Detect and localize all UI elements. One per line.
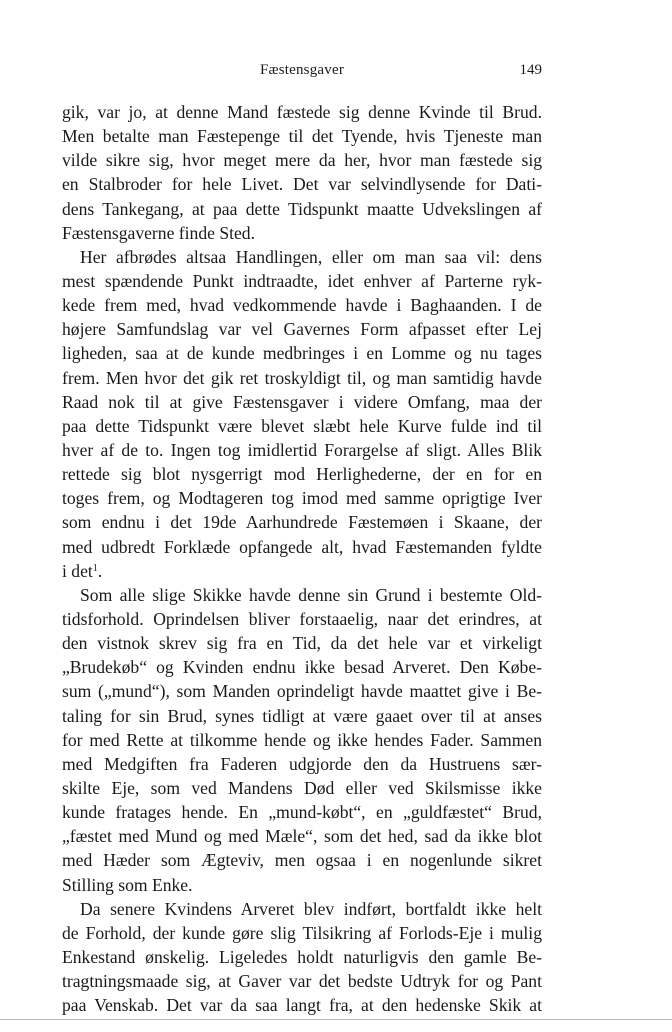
text-line: [62, 921, 542, 945]
text-line-content: Raad nok til at give Fæstensgaver i videre Omfang, maa der: [62, 391, 542, 412]
text-line-content: tragtningsmaade sig, at Gaver var det bedste Udtryk for og Pant: [62, 971, 542, 992]
text-line: [62, 341, 542, 365]
text-line-content: paa Venskab. Det var da saa langt fra, at den hedenske Skik at: [62, 995, 542, 1016]
body-text: [62, 100, 542, 1017]
text-line-content: Da senere Kvindens Arveret blev indført, bortfaldt ikke helt: [80, 898, 542, 919]
text-line-content: Stilling som Enke.: [62, 874, 193, 895]
text-line: [62, 414, 542, 438]
text-line: [62, 438, 542, 462]
text-line: [62, 559, 542, 583]
bottom-rule: [0, 1019, 672, 1020]
text-line-content: skilte Eje, som ved Mandens Død eller ved Skilsmisse ikke: [62, 777, 542, 798]
running-title: Fæstensgaver: [259, 62, 345, 78]
text-line-content: med Medgiften fra Faderen udgjorde den da Hustruens sær-: [62, 753, 542, 774]
text-line: [62, 679, 542, 703]
text-line-content: vilde sikre sig, hvor meget mere da her, hvor man fæstede sig: [62, 150, 542, 171]
text-line: [62, 704, 542, 728]
text-line: [62, 510, 542, 534]
text-line-content: „Brudekøb“ og Kvinden endnu ikke besad Arveret. Den Købe-: [62, 657, 542, 678]
text-line: [62, 945, 542, 969]
text-line: [62, 221, 542, 245]
text-line-content: dens Tankegang, at paa dette Tidspunkt maatte Udvekslingen af: [62, 198, 542, 219]
text-line: [62, 897, 542, 921]
text-line: [62, 197, 542, 221]
text-line-content: for med Rette at tilkomme hende og ikke hendes Fader. Sammen: [62, 729, 542, 750]
text-line-content: den vistnok skrev sig fra en Tid, da det hele var et virkeligt: [62, 633, 542, 654]
text-line: [62, 969, 542, 993]
text-line-content: Som alle slige Skikke havde denne sin Grund i bestemte Old-: [80, 584, 542, 605]
text-line: [62, 269, 542, 293]
text-line: [62, 776, 542, 800]
text-line-content: toges frem, og Modtageren tog imod med samme oprigtige Iver: [62, 488, 542, 509]
text-line: [62, 293, 542, 317]
text-line: [62, 655, 542, 679]
text-line-content: de Forhold, der kunde gøre slig Tilsikring af Forlods-Eje i mulig: [62, 922, 542, 943]
footnote-marker: 1: [92, 562, 98, 574]
text-line-content: hver af de to. Ingen tog imidlertid Forargelse af sligt. Alles Blik: [62, 439, 542, 460]
text-line-content: som endnu i det 19de Aarhundrede Fæstemøen i Skaane, der: [62, 512, 542, 533]
text-line: [62, 124, 542, 148]
text-line: [62, 100, 542, 124]
text-line-content: kunde fratages hende. En „mund-købt“, en „guldfæstet“ Brud,: [62, 802, 542, 823]
text-line-content: „fæstet med Mund og med Mæle“, som det hed, sad da ikke blot: [62, 826, 542, 847]
text-line-content: gik, var jo, at denne Mand fæstede sig denne Kvinde til Brud.: [62, 102, 542, 122]
text-line: [62, 607, 542, 631]
text-line: [62, 873, 542, 897]
text-line-content: rettede sig blot nysgerrigt mod Herlighederne, der en for en: [62, 464, 542, 485]
text-line-content: Fæstensgaverne finde Sted.: [62, 222, 256, 243]
text-line-content: mest spændende Punkt indtraadte, idet enhver af Parterne ryk-: [62, 270, 542, 291]
text-line: [62, 148, 542, 172]
text-line-content: ligheden, saa at de kunde medbringes i en Lomme og nu tages: [62, 343, 542, 364]
text-line-punctuation: .: [97, 560, 103, 581]
text-line-content: højere Samfundslag var vel Gavernes Form afpasset efter Lej: [62, 319, 542, 340]
text-line: [62, 800, 542, 824]
text-line-content: Men betalte man Fæstepenge til det Tyende, hvis Tjeneste man: [62, 126, 542, 147]
text-line: [62, 631, 542, 655]
text-line: [62, 728, 542, 752]
text-line-content: Enkestand ønskelig. Ligeledes holdt naturligvis den gamle Be-: [62, 946, 542, 967]
text-line: [62, 752, 542, 776]
text-line: [62, 486, 542, 510]
text-line: [62, 462, 542, 486]
text-line-content: kede frem med, hvad vedkommende havde i Baghaanden. I de: [62, 295, 542, 316]
text-line-content: med udbredt Forklæde opfangede alt, hvad Fæstemanden fyldte: [62, 536, 542, 557]
text-line-content: med Hæder som Ægteviv, men ogsaa i en nogenlunde sikret: [62, 850, 542, 871]
text-line-content: tidsforhold. Oprindelsen bliver forstaaelig, naar det erindres, at: [62, 608, 542, 629]
text-line-content: sum („mund“), som Manden oprindeligt havde maattet give i Be-: [62, 681, 542, 702]
text-line: [62, 366, 542, 390]
text-line-content: frem. Men hvor det gik ret troskyldigt til, og man samtidig havde: [62, 367, 542, 388]
text-line: [62, 390, 542, 414]
text-line-content: taling for sin Brud, synes tidligt at være gaaet over til at anses: [62, 705, 542, 726]
text-line-content: Her afbrødes altsaa Handlingen, eller om man saa vil: dens: [80, 246, 542, 267]
text-line: [62, 245, 542, 269]
text-line: [62, 535, 542, 559]
text-line-content: i det: [62, 560, 93, 581]
page-header: [62, 62, 542, 84]
text-line: [62, 583, 542, 607]
text-line: [62, 172, 542, 196]
page-number: 149: [519, 62, 542, 78]
text-line: [62, 824, 542, 848]
text-line-content: paa dette Tidspunkt være blevet slæbt hele Kurve fulde ind til: [62, 415, 542, 436]
text-line: [62, 317, 542, 341]
text-line-content: en Stalbroder for hele Livet. Det var selvindlysende for Dati-: [62, 174, 542, 195]
text-line: [62, 848, 542, 872]
text-line: [62, 993, 542, 1017]
